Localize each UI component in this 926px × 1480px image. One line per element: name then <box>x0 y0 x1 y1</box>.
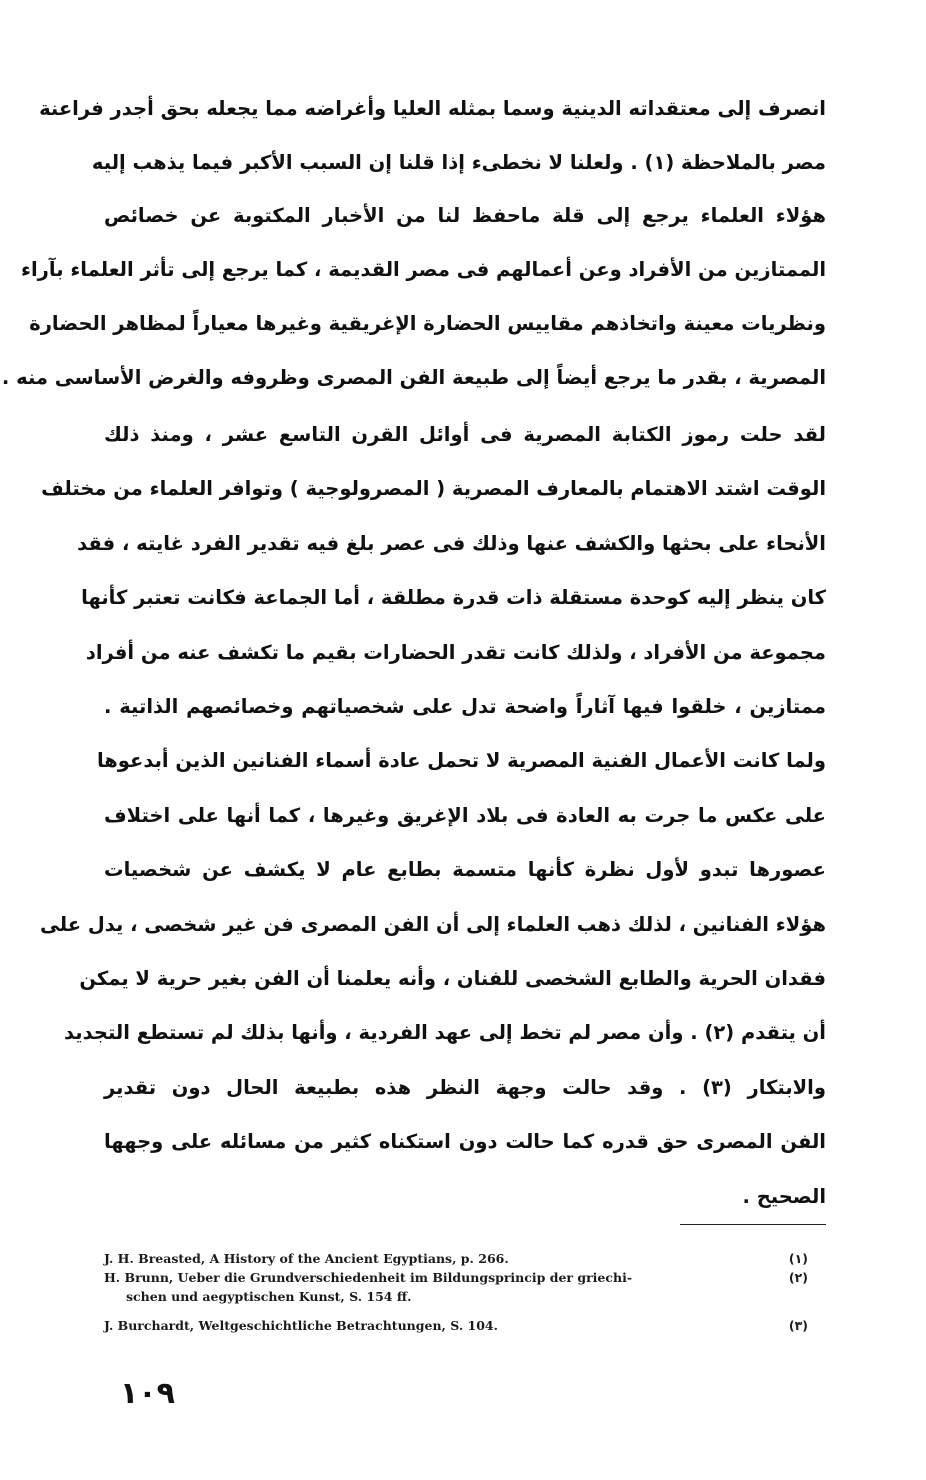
text-line: الفن المصرى حق قدره كما حالت دون استكناه كثير من مسائله على وجهها <box>104 1130 826 1154</box>
text-line: المصرية ، بقدر ما يرجع أيضاً إلى طبيعة الفن المصرى وظروفه والغرض الأساسى منه . <box>1 365 826 389</box>
text-line: والابتكار (٣) . وقد حالت وجهة النظر هذه بطبيعة الحال دون تقدير <box>104 1075 826 1099</box>
text-line: أن يتقدم (٢) . وأن مصر لم تخط إلى عهد الفردية ، وأنها بذلك لم تستطع التجديد <box>64 1021 826 1045</box>
footnote-number: (٢) <box>788 1270 808 1285</box>
footnote-text: J. Burchardt, Weltgeschichtliche Betrachtungen, S. 104. <box>104 1318 498 1333</box>
paragraph-1 <box>1 82 826 404</box>
footnote-2-continuation <box>104 1287 826 1306</box>
footnote-2 <box>104 1268 826 1287</box>
text-line: لقد حلت رموز الكتابة المصرية فى أوائل القرن التاسع عشر ، ومنذ ذلك <box>104 423 826 446</box>
text-line: عصورها تبدو لأول نظرة كأنها متسمة بطابع عام لا يكشف عن شخصيات <box>104 858 826 882</box>
text-line: فقدان الحرية والطابع الشخصى للفنان ، وأنه يعلمنا أن الفن بغير حرية لا يمكن <box>79 967 826 991</box>
footnote-number: (٣) <box>788 1318 808 1333</box>
footnote-text: J. H. Breasted, A History of the Ancient Egyptians, p. 266. <box>104 1251 509 1266</box>
text-line: على عكس ما جرت به العادة فى بلاد الإغريق وغيرها ، كما أنها على اختلاف <box>104 803 826 827</box>
text-line: ونظريات معينة واتخاذهم مقاييس الحضارة الإغريقية وغيرها معياراً لمظاهر الحضارة <box>29 311 826 335</box>
text-line: الأنحاء على بحثها والكشف عنها وذلك فى عصر بلغ فيه تقدير الفرد غايته ، فقد <box>77 531 826 555</box>
text-line: هؤلاء الفنانين ، لذلك ذهب العلماء إلى أن الفن المصرى فن غير شخصى ، يدل على <box>40 912 826 936</box>
text-line: مجموعة من الأفراد ، ولذلك كانت تقدر الحضارات بقيم ما تكشف عنه من أفراد <box>85 640 826 664</box>
text-line: ممتازين ، خلقوا فيها آثاراً واضحة تدل على شخصياتهم وخصائصهم الذاتية . <box>104 695 826 719</box>
footnote-number: (١) <box>788 1251 808 1266</box>
text-line: انصرف إلى معتقداته الدينية وسما بمثله العليا وأغراضه مما يجعله بحق أجدر فراعنة <box>39 97 826 120</box>
footnotes <box>104 1249 826 1335</box>
text-line: كان ينظر إليه كوحدة مستقلة ذات قدرة مطلقة ، أما الجماعة فكانت تعتبر كأنها <box>81 586 826 610</box>
paragraph-2 <box>40 408 826 1224</box>
text-line: الممتازين من الأفراد وعن أعمالهم فى مصر القديمة ، كما يرجع إلى تأثر العلماء بآراء <box>21 258 826 282</box>
footnote-text: schen und aegyptischen Kunst, S. 154 ff. <box>126 1289 412 1304</box>
text-line: الصحيح . <box>742 1184 826 1208</box>
text-line: الوقت اشتد الاهتمام بالمعارف المصرية ( المصرولوجية ) وتوافر العلماء من مختلف <box>41 477 826 501</box>
text-line: هؤلاء العلماء يرجع إلى قلة ماحفظ لنا من الأخبار المكتوبة عن خصائص <box>104 204 826 228</box>
footnote-1 <box>104 1249 826 1268</box>
page-number: ١٠٩ <box>120 1376 175 1411</box>
footnote-divider <box>680 1224 826 1225</box>
footnote-3 <box>104 1316 826 1335</box>
footnote-text: H. Brunn, Ueber die Grundverschiedenheit im Bildungsprincip der griechi- <box>104 1270 633 1285</box>
text-line: ولما كانت الأعمال الفنية المصرية لا تحمل عادة أسماء الفنانين الذين أبدعوها <box>96 749 826 773</box>
text-line: مصر بالملاحظة (١) . ولعلنا لا نخطىء إذا قلنا إن السبب الأكبر فيما يذهب إليه <box>91 150 826 174</box>
